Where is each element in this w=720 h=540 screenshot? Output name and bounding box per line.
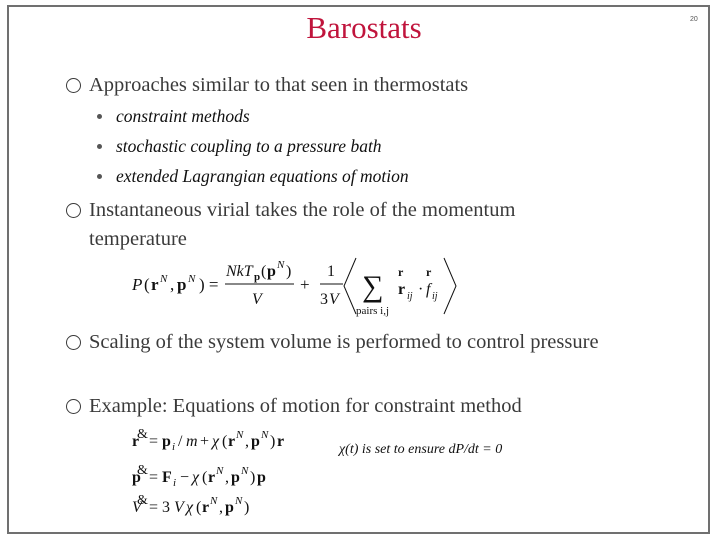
svg-text:N: N — [216, 465, 224, 477]
svg-text:pairs i,j: pairs i,j — [356, 305, 389, 317]
svg-text:·: · — [418, 281, 424, 298]
dot-bullet-icon — [97, 144, 102, 149]
svg-text:∑: ∑ — [362, 270, 384, 303]
circle-bullet-icon — [66, 399, 81, 414]
svg-text:&: & — [137, 427, 148, 442]
svg-text:N: N — [241, 465, 249, 477]
svg-text:3: 3 — [320, 291, 328, 308]
circle-bullet-icon — [66, 78, 81, 93]
sub-bullet-constraint — [97, 106, 250, 127]
svg-text:i: i — [172, 441, 176, 453]
svg-text:r: r — [228, 433, 236, 450]
svg-text:V: V — [329, 291, 339, 308]
svg-text:ij: ij — [432, 291, 438, 302]
svg-text:1: 1 — [327, 263, 335, 280]
svg-text:−: − — [180, 469, 190, 486]
svg-text:N: N — [261, 429, 269, 441]
svg-text:r: r — [208, 469, 216, 486]
equations-of-motion — [128, 424, 328, 524]
svg-text:(: ( — [144, 275, 150, 294]
svg-text:m: m — [186, 433, 198, 450]
svg-text:(: ( — [196, 499, 202, 516]
svg-text:r: r — [426, 265, 432, 279]
svg-text:): ) — [244, 499, 250, 516]
bullet-text: Example: Equations of motion for constraint method — [89, 395, 522, 417]
svg-text:,: , — [170, 275, 175, 294]
svg-text:p: p — [225, 499, 234, 516]
svg-text:F: F — [162, 469, 172, 486]
svg-text:+: + — [300, 275, 310, 294]
svg-text:p: p — [251, 433, 260, 450]
svg-text:&: & — [137, 493, 148, 508]
bullet-scaling — [66, 328, 626, 357]
svg-text:) =: ) = — [199, 275, 219, 294]
sub-bullet-stochastic — [97, 136, 382, 157]
svg-text:): ) — [250, 469, 256, 486]
bullet-text: Approaches similar to that seen in thermostats — [89, 74, 469, 96]
bullet-example — [66, 392, 646, 421]
svg-text:N: N — [188, 273, 196, 285]
svg-text:p: p — [132, 469, 141, 486]
bullet-text: Instantaneous virial takes the role of the momentum temperature — [89, 199, 516, 250]
bullet-approaches — [66, 71, 626, 100]
sub-bullet-text: constraint methods — [116, 106, 250, 126]
svg-text:i: i — [173, 477, 177, 489]
svg-text:,: , — [245, 433, 249, 450]
svg-text:N: N — [277, 259, 285, 271]
bullet-text: Scaling of the system volume is performed to control pressure — [89, 331, 599, 353]
svg-text:V: V — [252, 291, 262, 308]
svg-text:V: V — [174, 499, 184, 516]
svg-text:(: ( — [222, 433, 228, 450]
sub-bullet-text: extended Lagrangian equations of motion — [116, 166, 409, 186]
page-number: 20 — [690, 16, 698, 23]
svg-text:χ: χ — [212, 433, 220, 450]
svg-text:χ: χ — [192, 469, 200, 486]
svg-text:P: P — [132, 275, 143, 294]
circle-bullet-icon — [66, 335, 81, 350]
svg-text:r: r — [151, 275, 159, 294]
svg-text:r: r — [277, 433, 285, 450]
slide-title: Barostats — [306, 10, 422, 45]
svg-text:&: & — [137, 463, 148, 478]
svg-text:p: p — [267, 263, 276, 280]
svg-text:,: , — [225, 469, 229, 486]
svg-text:V: V — [132, 499, 142, 516]
dot-bullet-icon — [97, 174, 102, 179]
svg-text:+: + — [200, 433, 210, 450]
bullet-virial — [66, 196, 606, 254]
svg-text:): ) — [286, 263, 292, 280]
svg-text:NkT: NkT — [226, 263, 253, 280]
svg-text:r: r — [132, 433, 140, 450]
svg-text:ij: ij — [407, 291, 413, 302]
constraint-note: χ(t) is set to ensure dP/dt = 0 — [339, 442, 503, 457]
dot-bullet-icon — [97, 114, 102, 119]
svg-text:p: p — [177, 275, 187, 294]
svg-text:p: p — [162, 433, 171, 450]
circle-bullet-icon — [66, 203, 81, 218]
svg-text:(: ( — [202, 469, 208, 486]
pressure-equation — [130, 254, 460, 320]
svg-text:(: ( — [261, 263, 267, 280]
svg-text:r: r — [398, 281, 406, 298]
svg-text:N: N — [160, 273, 168, 285]
sub-bullet-text: stochastic coupling to a pressure bath — [116, 136, 382, 156]
svg-text:= 3: = 3 — [149, 499, 171, 516]
svg-text:=: = — [149, 433, 159, 450]
sub-bullet-lagrangian — [97, 166, 409, 187]
svg-text:N: N — [210, 495, 218, 507]
svg-text:,: , — [219, 499, 223, 516]
svg-text:=: = — [149, 469, 159, 486]
svg-text:χ: χ — [186, 499, 194, 516]
svg-text:/: / — [178, 433, 183, 450]
svg-text:f: f — [426, 281, 431, 298]
svg-text:N: N — [235, 495, 243, 507]
svg-text:N: N — [236, 429, 244, 441]
svg-text:p: p — [254, 271, 261, 283]
svg-text:r: r — [202, 499, 210, 516]
svg-text:r: r — [398, 265, 404, 279]
svg-text:p: p — [231, 469, 240, 486]
svg-text:): ) — [270, 433, 276, 450]
svg-text:p: p — [257, 469, 266, 486]
